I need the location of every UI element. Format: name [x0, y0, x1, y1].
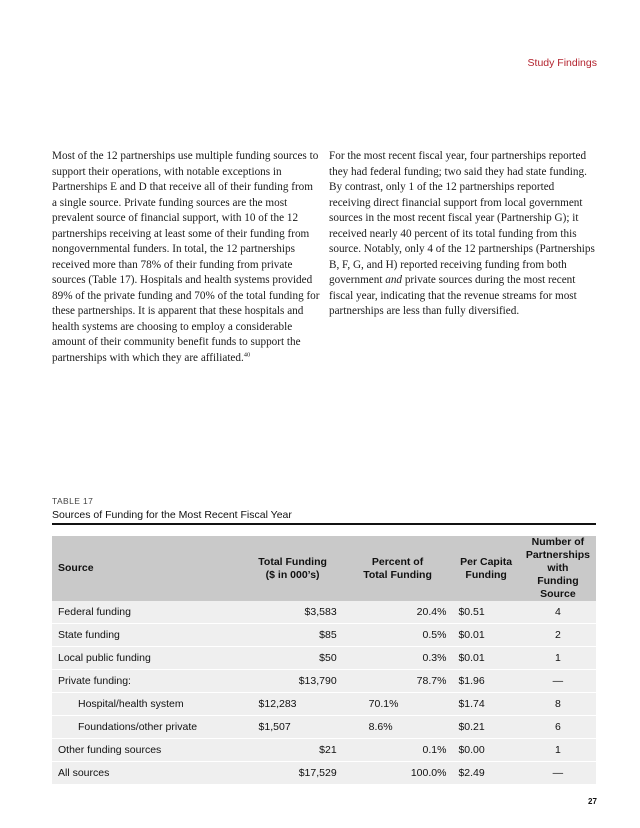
row-per-capita: $0.00 [452, 739, 519, 762]
row-total: $1,507 [243, 716, 343, 739]
page-number: 27 [588, 797, 597, 806]
row-per-capita: $0.51 [452, 601, 519, 624]
row-percent: 100.0% [343, 762, 453, 785]
row-count: 6 [520, 716, 596, 739]
header-percent-line1: Percent of [371, 555, 424, 568]
table-row [52, 601, 596, 624]
row-total: $50 [243, 647, 343, 670]
table-subrow [52, 716, 596, 739]
row-total: $12,283 [243, 693, 343, 716]
row-percent: 0.3% [343, 647, 453, 670]
header-count-line2: with Funding Source [537, 562, 579, 600]
left-paragraph [52, 149, 320, 366]
header-percent-line2: Total Funding [363, 568, 432, 581]
row-count: 8 [520, 693, 596, 716]
table-title-rule [52, 523, 596, 525]
row-total: $85 [243, 624, 343, 647]
row-source: Foundations/other private [52, 716, 243, 739]
row-per-capita: $2.49 [452, 762, 519, 785]
row-percent: 8.6% [343, 716, 453, 739]
left-paragraph-text: Most of the 12 partnerships use multiple funding sources to support their operations, with notable exceptions in Partnerships E and D that receive all of their funding from a single source. Private funding sources are the most prevalent source of financial support, with 10 of the 12 partnerships receiving at least some of their funding from nongovernmental funders. In total, the 12 partnerships received more than 78% of their funding from private sources (Table 17). Hospitals and health systems provided 89% of the private funding and 70% of the total funding for these partnerships. It is apparent that these hospitals and health systems are choosing to employ a considerable amount of their community benefit funds to support the partnerships with which they are affiliated. [52, 150, 320, 364]
row-count: 1 [520, 739, 596, 762]
row-percent: 70.1% [343, 693, 453, 716]
row-total: $13,790 [243, 670, 343, 693]
row-source: Private funding: [52, 670, 243, 693]
row-percent: 0.5% [343, 624, 453, 647]
body-column-left [52, 149, 320, 366]
row-per-capita: $0.01 [452, 647, 519, 670]
row-total: $21 [243, 739, 343, 762]
footnote-reference[interactable]: 40 [243, 350, 251, 358]
row-per-capita: $1.74 [452, 693, 519, 716]
header-capita-line1: Per Capita [460, 555, 513, 568]
table-kicker: TABLE 17 [52, 496, 94, 506]
table-subrow [52, 693, 596, 716]
row-source: State funding [52, 624, 243, 647]
table-header-row [52, 536, 596, 601]
right-paragraph-emphasis: and [385, 274, 403, 286]
header-percent [343, 536, 453, 601]
row-source: Hospital/health system [52, 693, 243, 716]
table-row [52, 647, 596, 670]
row-count: 1 [520, 647, 596, 670]
table-row [52, 670, 596, 693]
row-total: $3,583 [243, 601, 343, 624]
body-column-right [329, 149, 597, 320]
row-per-capita: $0.01 [452, 624, 519, 647]
right-paragraph-text-1: For the most recent fiscal year, four partnerships reported they had federal funding; two said they had state funding. By contrast, only 1 of the 12 partnerships reported receiving direct financial support from local government sources in the most recent fiscal year (Partnership G); it received nearly 40 percent of its total funding from this source. Notably, only 4 of the 12 partnerships (Partnerships B, F, G, and H) reported receiving funding from both government [329, 150, 595, 286]
row-source: Federal funding [52, 601, 243, 624]
table-total-row [52, 762, 596, 785]
row-count: 2 [520, 624, 596, 647]
section-label: Study Findings [527, 57, 597, 69]
row-count: — [520, 762, 596, 785]
row-percent: 78.7% [343, 670, 453, 693]
row-count: 4 [520, 601, 596, 624]
header-source: Source [52, 536, 243, 601]
row-percent: 0.1% [343, 739, 453, 762]
right-paragraph [329, 149, 597, 320]
table-row [52, 624, 596, 647]
header-total-funding [243, 536, 343, 601]
row-source: Local public funding [52, 647, 243, 670]
header-total-line1: Total Funding [258, 555, 327, 568]
header-per-capita [452, 536, 519, 601]
header-total-line2: ($ in 000’s) [265, 568, 320, 581]
header-partnership-count [520, 536, 596, 601]
row-percent: 20.4% [343, 601, 453, 624]
row-source: All sources [52, 762, 243, 785]
table-row [52, 739, 596, 762]
right-paragraph-text-2: private sources during the most recent fiscal year, indicating that the revenue streams for most partnerships are less than fully diversified. [329, 274, 577, 317]
row-total: $17,529 [243, 762, 343, 785]
funding-table [52, 536, 596, 785]
row-source: Other funding sources [52, 739, 243, 762]
row-per-capita: $1.96 [452, 670, 519, 693]
header-count-line1: Number of Partnerships [525, 536, 591, 561]
row-count: — [520, 670, 596, 693]
row-per-capita: $0.21 [452, 716, 519, 739]
table-title: Sources of Funding for the Most Recent Fiscal Year [52, 509, 292, 521]
header-capita-line2: Funding [465, 568, 507, 581]
